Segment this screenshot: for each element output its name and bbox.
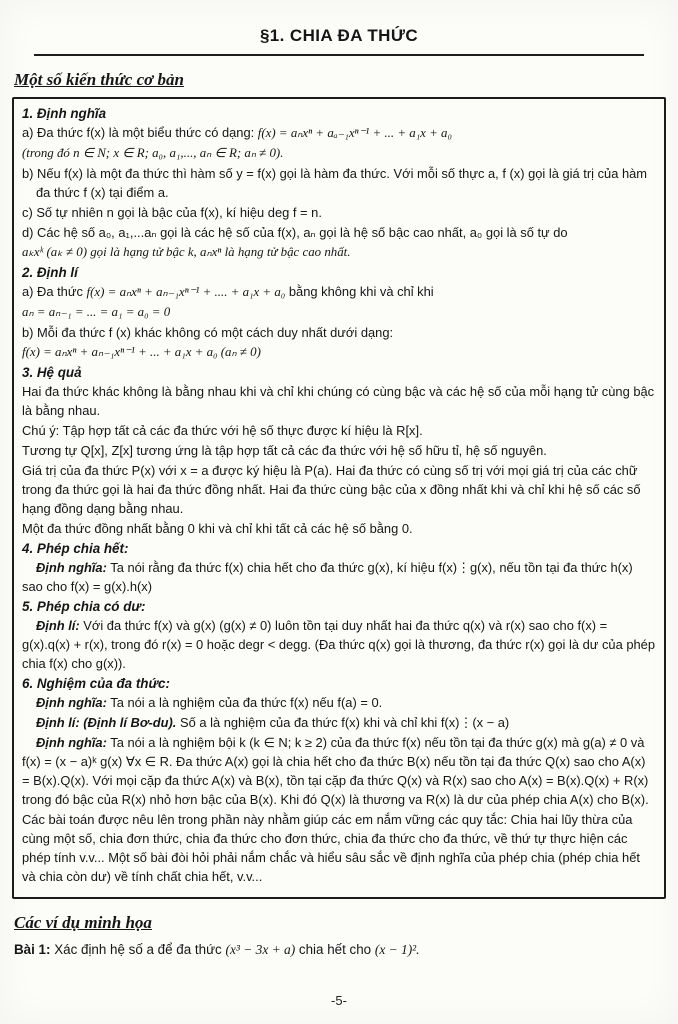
kb5-theorem-text: Với đa thức f(x) và g(x) (g(x) ≠ 0) luôn tồn tại duy nhất hai đa thức q(x) và r(x) sao cho f(x) = g(x).q(x) + r(x), trong đó r(x) = 0 hoặc degr < degg. (Đa thức q(x) gọi là thương, đa thức r(x) gọi là dư của phép chia f(x) cho g(x)). <box>22 618 655 671</box>
kb-item-3-heading: 3. Hệ quả <box>22 365 82 380</box>
kb4-definition <box>22 558 656 596</box>
kb4-definition-label: Định nghĩa: <box>36 560 107 575</box>
kb-box <box>12 97 666 899</box>
kb1-line-c: c) Số tự nhiên n gọi là bậc của f(x), kí hiệu deg f = n. <box>22 205 322 220</box>
kb6-theorem-text: Số a là nghiệm của đa thức f(x) khi và chỉ khi f(x)⋮(x − a) <box>180 715 510 730</box>
kb5-theorem <box>22 616 656 673</box>
kb6-definition-1-label: Định nghĩa: <box>36 695 107 710</box>
kb2-line-a-pre: a) Đa thức <box>22 284 83 299</box>
exercise-1-text-1: Xác định hệ số a để đa thức <box>54 942 222 957</box>
exercise-1 <box>14 940 664 960</box>
kb6-theorem <box>22 713 656 732</box>
kb3-paragraph-2: Chú ý: Tập hợp tất cả các đa thức với hệ số thực được kí hiệu là R[x]. <box>22 423 423 438</box>
exercise-1-formula-2: (x − 1)². <box>374 942 420 957</box>
kb-item-4 <box>22 541 656 596</box>
kb2-line-a-formula2: aₙ = aₙ₋₁ = ... = a₁ = a₀ = 0 <box>22 305 171 319</box>
examples-heading: Các ví dụ minh họa <box>14 913 152 932</box>
kb2-line-b-formula: f(x) = aₙxⁿ + aₙ₋₁xⁿ⁻¹ + ... + a₁x + a₀ (aₙ ≠ 0) <box>22 345 261 359</box>
kb-item-6-heading: 6. Nghiệm của đa thức: <box>22 676 170 691</box>
kb2-line-b: b) Mỗi đa thức f (x) khác không có một cách duy nhất dưới dạng: <box>22 325 394 340</box>
kb6-definition-1-text: Ta nói a là nghiệm của đa thức f(x) nếu f(a) = 0. <box>110 695 383 710</box>
kb1-line-a-formula: f(x) = aₙxⁿ + aₐ₋₁xⁿ⁻¹ + ... + a₁x + a₀ <box>257 126 452 140</box>
kb1-line-a-text: a) Đa thức f(x) là một biểu thức có dạng: <box>22 125 255 140</box>
kb1-line-d-formula: aₖxᵏ (aₖ ≠ 0) gọi là hạng tử bậc k, aₙxⁿ là hạng tử bậc cao nhất. <box>22 245 351 259</box>
kb1-line-a <box>22 123 656 143</box>
kb-item-3 <box>22 365 656 538</box>
kb2-line-a <box>22 282 656 302</box>
kb6-closing-paragraph: Các bài toán được nêu lên trong phần này nhằm giúp các em nắm vững các quy tắc: Chia hai lũy thừa của cùng một số, chia đơn thức, chia đa thức cho đơn thức, chia đa thức cho đa thức, về thứ tự thực hiện các phép tính v.v... Một số bài đòi hỏi phải nắm chắc và hiểu sâu sắc về định nghĩa của phép chia (phép chia hết và chia còn dư) về tính chất chia hết, v.v... <box>22 812 640 884</box>
kb3-paragraph-4: Giá trị của đa thức P(x) với x = a được ký hiệu là P(a). Hai đa thức có cùng số trị với mọi giá trị của các chữ trong đa thức gọi là hai đa thức đồng nhất. Hai đa thức cùng bậc của x đồng nhất khi và chỉ khi hệ số các số hạng đồng dạng bằng nhau. <box>22 463 641 516</box>
kb-heading: Một số kiến thức cơ bản <box>14 70 184 89</box>
kb6-definition-2 <box>22 733 656 809</box>
kb6-theorem-label: Định lí: (Định lí Bơ-du). <box>36 715 177 730</box>
kb-item-5 <box>22 599 656 673</box>
exercise-1-text-2: chia hết cho <box>298 942 372 957</box>
kb-item-2 <box>22 265 656 362</box>
page-number: -5- <box>331 993 347 1008</box>
kb-item-6 <box>22 676 656 886</box>
kb2-line-a-post: bằng không khi và chỉ khi <box>288 284 434 299</box>
kb3-paragraph-3: Tương tự Q[x], Z[x] tương ứng là tập hợp tất cả các đa thức với hệ số hữu tỉ, hệ số nguyên. <box>22 443 547 458</box>
exercise-1-label: Bài 1: <box>14 942 51 957</box>
kb6-definition-2-text: Ta nói a là nghiệm bội k (k ∈ N; k ≥ 2) của đa thức f(x) nếu tồn tại đa thức g(x) mà g(a) ≠ 0 và f(x) = (x − a)ᵏ g(x) ∀x ∈ R. Đa thức A(x) gọi là chia hết cho đa thức B(x) nếu tồn tại đa thức Q(x) sao cho A(x) = B(x).Q(x). Với mọi cặp đa thức A(x) và B(x), tồn tại cặp đa thức Q(x) và R(x) sao cho A(x) = B(x).Q(x) + R(x) trong đó bậc của R(x) nhỏ hơn bậc của B(x). Khi đó Q(x) là thương va R(x) là dư của phép chia A(x) cho B(x). <box>22 735 649 807</box>
kb1-line-a-note: (trong đó n ∈ N; x ∈ R; a₀, a₁,..., aₙ ∈ R; aₙ ≠ 0). <box>22 146 284 160</box>
exercise-1-formula-1: (x³ − 3x + a) <box>225 942 296 957</box>
kb5-theorem-label: Định lí: <box>36 618 80 633</box>
kb-item-2-heading: 2. Định lí <box>22 265 78 280</box>
kb-item-1 <box>22 106 656 262</box>
kb-item-4-heading: 4. Phép chia hết: <box>22 541 129 556</box>
title-rule <box>34 54 644 56</box>
kb3-paragraph-5: Một đa thức đồng nhất bằng 0 khi và chỉ khi tất cả các hệ số bằng 0. <box>22 521 413 536</box>
kb1-line-d: d) Các hệ số a₀, a₁,...aₙ gọi là các hệ số của f(x), aₙ gọi là hệ số bậc cao nhất, a₀ gọi là số tự do <box>22 225 568 240</box>
kb-item-1-heading: 1. Định nghĩa <box>22 106 107 121</box>
kb4-definition-text: Ta nói rằng đa thức f(x) chia hết cho đa thức g(x), kí hiệu f(x)⋮g(x), nếu tồn tại đa thức h(x) sao cho f(x) = g(x).h(x) <box>22 560 633 594</box>
kb6-definition-1 <box>22 693 656 712</box>
kb1-line-b: b) Nếu f(x) là một đa thức thì hàm số y = f(x) gọi là hàm đa thức. Với mỗi số thực a, f (x) gọi là giá trị của hàm đa thức f (x) tại điểm a. <box>22 166 648 200</box>
kb6-definition-2-label: Định nghĩa: <box>36 735 107 750</box>
kb3-paragraph-1: Hai đa thức khác không là bằng nhau khi và chỉ khi chúng có cùng bậc và các hệ số của mỗi hạng tử cùng bậc là bằng nhau. <box>22 384 655 418</box>
kb-item-5-heading: 5. Phép chia có dư: <box>22 599 146 614</box>
page-title: §1. CHIA ĐA THỨC <box>259 26 419 45</box>
kb2-line-a-formula: f(x) = aₙxⁿ + aₙ₋₁xⁿ⁻¹ + .... + a₁x + a₀ <box>86 285 286 299</box>
